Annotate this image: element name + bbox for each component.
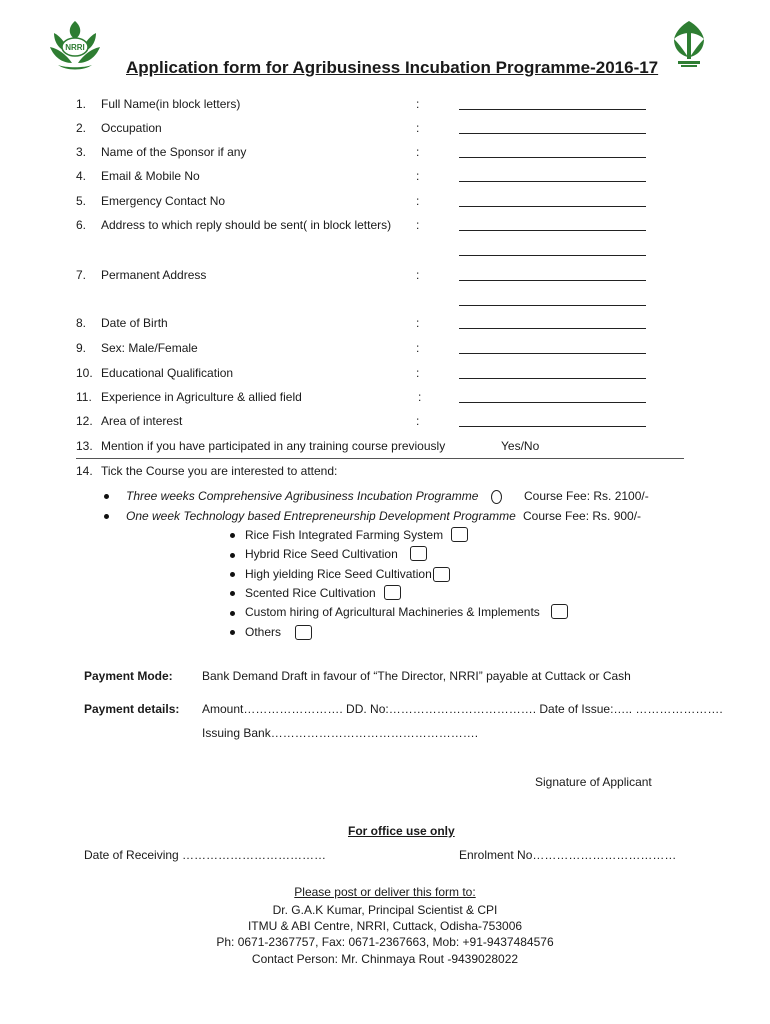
course-question: Tick the Course you are interested to attend: <box>101 464 338 478</box>
field-colon: : <box>416 121 420 135</box>
field-number: 6. <box>76 218 87 232</box>
bullet-icon <box>230 533 235 538</box>
icar-logo <box>668 17 710 69</box>
field-label-date-of-birth: Date of Birth <box>101 316 168 330</box>
option-others: Others <box>245 625 282 639</box>
field-colon: : <box>416 194 420 208</box>
field-number: 9. <box>76 341 87 355</box>
programme-three-weeks: Three weeks Comprehensive Agribusiness Incubation Programme <box>126 489 479 503</box>
field-label-email-mobile: Email & Mobile No <box>101 169 200 183</box>
field-label-full-name: Full Name(in block letters) <box>101 97 241 111</box>
contact-line-3: Ph: 0671-2367757, Fax: 0671-2367663, Mob: +91-9437484576 <box>216 935 554 949</box>
payment-mode-value: Bank Demand Draft in favour of “The Director, NRRI” payable at Cuttack or Cash <box>202 669 631 683</box>
bullet-icon <box>230 572 235 577</box>
date-of-receiving[interactable]: Date of Receiving ……………………………… <box>84 848 327 862</box>
field-label-education: Educational Qualification <box>101 366 234 380</box>
permanent-address-blank-1[interactable] <box>459 280 646 281</box>
field-colon: : <box>416 366 420 380</box>
field-colon: : <box>416 97 420 111</box>
contact-line-1: Dr. G.A.K Kumar, Principal Scientist & CPI <box>272 903 498 917</box>
field-number: 8. <box>76 316 87 330</box>
programme-one-week-fee: Course Fee: Rs. 900/- <box>523 509 642 523</box>
office-use-title: For office use only <box>348 824 455 838</box>
bullet-icon <box>230 630 235 635</box>
field-number: 13. <box>76 439 93 453</box>
nrri-logo <box>44 17 106 73</box>
option-rice-fish: Rice Fish Integrated Farming System <box>245 528 444 542</box>
option-scented-rice: Scented Rice Cultivation <box>245 586 376 600</box>
option-custom-hiring-checkbox[interactable] <box>551 604 568 619</box>
bullet-icon <box>230 591 235 596</box>
option-custom-hiring: Custom hiring of Agricultural Machineries & Implements <box>245 605 540 619</box>
field-label-area-of-interest: Area of interest <box>101 414 183 428</box>
contact-line-2: ITMU & ABI Centre, NRRI, Cuttack, Odisha-753006 <box>247 919 523 933</box>
full-name-blank[interactable] <box>459 109 646 110</box>
field-label-permanent-address: Permanent Address <box>101 268 207 282</box>
education-blank[interactable] <box>459 378 646 379</box>
programme-one-week: One week Technology based Entrepreneurship Development Programme <box>126 509 516 523</box>
field-colon: : <box>416 341 420 355</box>
field-number: 2. <box>76 121 87 135</box>
field-number: 10. <box>76 366 93 380</box>
bullet-icon <box>230 553 235 558</box>
field-colon: : <box>416 316 420 330</box>
training-answer-option[interactable]: Yes/No <box>501 439 540 453</box>
programme-three-weeks-radio[interactable] <box>491 490 502 504</box>
payment-details-line-2[interactable]: Issuing Bank……………………………………………. <box>202 726 479 740</box>
field-colon: : <box>416 169 420 183</box>
field-number: 4. <box>76 169 87 183</box>
contact-heading: Please post or deliver this form to: <box>294 885 476 899</box>
field-label-reply-address: Address to which reply should be sent( in block letters) <box>101 218 392 232</box>
option-rice-fish-checkbox[interactable] <box>451 527 468 542</box>
reply-address-blank-1[interactable] <box>459 230 646 231</box>
field-number: 7. <box>76 268 87 282</box>
payment-details-label: Payment details: <box>84 702 180 716</box>
field-number: 3. <box>76 145 87 159</box>
option-others-checkbox[interactable] <box>295 625 312 640</box>
field-label-emergency-contact: Emergency Contact No <box>101 194 226 208</box>
permanent-address-blank-2[interactable] <box>459 305 646 306</box>
field-colon: : <box>416 414 420 428</box>
payment-details-line-1[interactable]: Amount……………………. DD. No:………………………………. Date of Issue:….. …………………. <box>202 702 723 716</box>
field-number: 14. <box>76 464 93 478</box>
sponsor-blank[interactable] <box>459 157 646 158</box>
bullet-icon <box>104 494 109 499</box>
programme-three-weeks-fee: Course Fee: Rs. 2100/- <box>524 489 649 503</box>
field-number: 11. <box>76 390 92 404</box>
field-label-sex: Sex: Male/Female <box>101 341 198 355</box>
field-colon: : <box>416 145 420 159</box>
field-number: 5. <box>76 194 87 208</box>
sex-blank[interactable] <box>459 353 646 354</box>
payment-mode-label: Payment Mode: <box>84 669 173 683</box>
field-number: 12. <box>76 414 93 428</box>
option-hybrid-rice: Hybrid Rice Seed Cultivation <box>245 547 398 561</box>
email-mobile-blank[interactable] <box>459 181 646 182</box>
area-of-interest-blank[interactable] <box>459 426 646 427</box>
field-colon: : <box>416 268 420 282</box>
option-high-yielding: High yielding Rice Seed Cultivation <box>245 567 432 581</box>
field-label-experience: Experience in Agriculture & allied field <box>101 390 302 404</box>
date-of-birth-blank[interactable] <box>459 328 646 329</box>
field-label-occupation: Occupation <box>101 121 162 135</box>
form-title: Application form for Agribusiness Incubation Programme-2016-17 <box>126 58 659 77</box>
svg-text:NRRI: NRRI <box>65 43 85 52</box>
enrolment-number[interactable]: Enrolment No……………………………… <box>459 848 677 862</box>
section-divider <box>76 458 684 459</box>
occupation-blank[interactable] <box>459 133 646 134</box>
option-hybrid-rice-checkbox[interactable] <box>410 546 427 561</box>
option-high-yielding-checkbox[interactable] <box>433 567 450 582</box>
bullet-icon <box>104 514 109 519</box>
field-colon: : <box>418 390 422 404</box>
contact-line-4: Contact Person: Mr. Chinmaya Rout -9439028022 <box>251 952 519 966</box>
experience-blank[interactable] <box>459 402 646 403</box>
option-scented-rice-checkbox[interactable] <box>384 585 401 600</box>
field-colon: : <box>416 218 420 232</box>
bullet-icon <box>230 611 235 616</box>
emergency-contact-blank[interactable] <box>459 206 646 207</box>
reply-address-blank-2[interactable] <box>459 255 646 256</box>
signature-label: Signature of Applicant <box>535 775 652 789</box>
training-question: Mention if you have participated in any training course previously <box>101 439 446 453</box>
field-number: 1. <box>76 97 87 111</box>
field-label-sponsor: Name of the Sponsor if any <box>101 145 247 159</box>
